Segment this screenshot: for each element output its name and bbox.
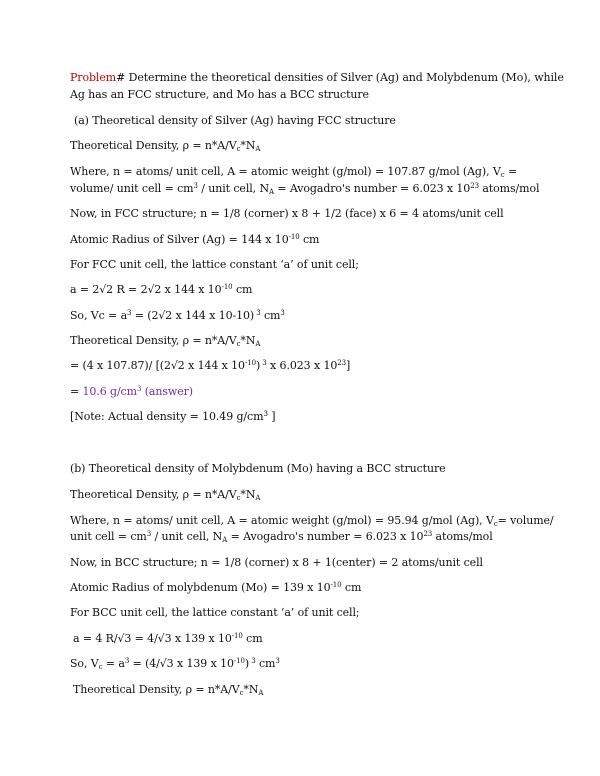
moly-heading: (b) Theoretical density of Molybdenum (Mo) having a BCC structure bbox=[70, 462, 446, 475]
moly-volume-eq: So, $V_c = a^3 = (4/√3$ x 139 x $10^{-10}$) $^3$ $cm^3$ bbox=[70, 657, 280, 671]
silver-radius: Atomic Radius of Silver (Ag) = 144 x $10^{-10}$ cm bbox=[70, 233, 320, 246]
silver-where-line2: volume/ unit cell = $cm^3$ / unit cell, $N_A$ = Avogadro's number = 6.023 x $10^{23}$ atoms/mol bbox=[70, 182, 540, 196]
moly-lattice-intro: For BCC unit cell, the lattice constant ‘a’ of unit cell; bbox=[70, 606, 360, 619]
moly-where-line2: unit cell = $cm^3$ / unit cell, $N_A$ = Avogadro's number = 6.023 x $10^{23}$ atoms/mol bbox=[70, 530, 493, 544]
silver-answer: 10.6 $g/cm^3$ (answer) bbox=[82, 385, 193, 398]
silver-density-calc: = (4 x 107.87)/ [(2√2 x 144 x $10^{-10}$) $^3$ x 6.023 x $10^{23}$] bbox=[70, 359, 351, 372]
silver-density-formula-2: Theoretical Density, $\rho = n*A/V_c*N_A$ bbox=[70, 334, 261, 348]
moly-lattice-eq: a = 4 R/√3 = 4/√3 x 139 x $10^{-10}$ cm bbox=[73, 632, 263, 645]
problem-label: Problem bbox=[70, 71, 117, 84]
moly-where-line1: Where, n = atoms/ unit cell, A = atomic weight (g/mol) = 95.94 g/mol (Ag), $V_c=$ volume/ bbox=[70, 514, 554, 528]
silver-volume-eq: So, $Vc = a^3 = (2√2$ x 144 x 10-10) $^3$ $cm^3$ bbox=[70, 309, 285, 322]
problem-statement-line1: Problem# Determine the theoretical densities of Silver (Ag) and Molybdenum (Mo), while bbox=[70, 71, 564, 84]
problem-statement-line2: Ag has an FCC structure, and Mo has a BCC structure bbox=[70, 88, 369, 101]
silver-lattice-intro: For FCC unit cell, the lattice constant ‘a’ of unit cell; bbox=[70, 258, 359, 271]
moly-density-formula: Theoretical Density, $\rho = n*A/V_c*N_A$ bbox=[70, 488, 261, 502]
moly-density-formula-2: Theoretical Density, $\rho = n*A/V_c*N_A$ bbox=[73, 683, 264, 697]
silver-heading: (a) Theoretical density of Silver (Ag) having FCC structure bbox=[74, 114, 396, 127]
silver-note: [Note: Actual density = 10.49 $g/cm^3$ ] bbox=[70, 410, 276, 423]
silver-where-line1: Where, n = atoms/ unit cell, A = atomic weight (g/mol) = 107.87 g/mol (Ag), $V_c$ = bbox=[70, 165, 518, 179]
moly-n-calc: Now, in BCC structure; n = 1/8 (corner) x 8 + 1(center) = 2 atoms/unit cell bbox=[70, 556, 483, 569]
silver-result: = 10.6 $g/cm^3$ (answer) bbox=[70, 385, 193, 398]
silver-density-formula: Theoretical Density, $\rho = n*A/V_c*N_A$ bbox=[70, 139, 261, 153]
silver-lattice-eq: a = 2√2 R = 2√2 x 144 x $10^{-10}$ cm bbox=[70, 283, 253, 296]
silver-n-calc: Now, in FCC structure; n = 1/8 (corner) x 8 + 1/2 (face) x 6 = 4 atoms/unit cell bbox=[70, 207, 504, 220]
moly-radius: Atomic Radius of molybdenum (Mo) = 139 x $10^{-10}$ cm bbox=[70, 581, 362, 594]
